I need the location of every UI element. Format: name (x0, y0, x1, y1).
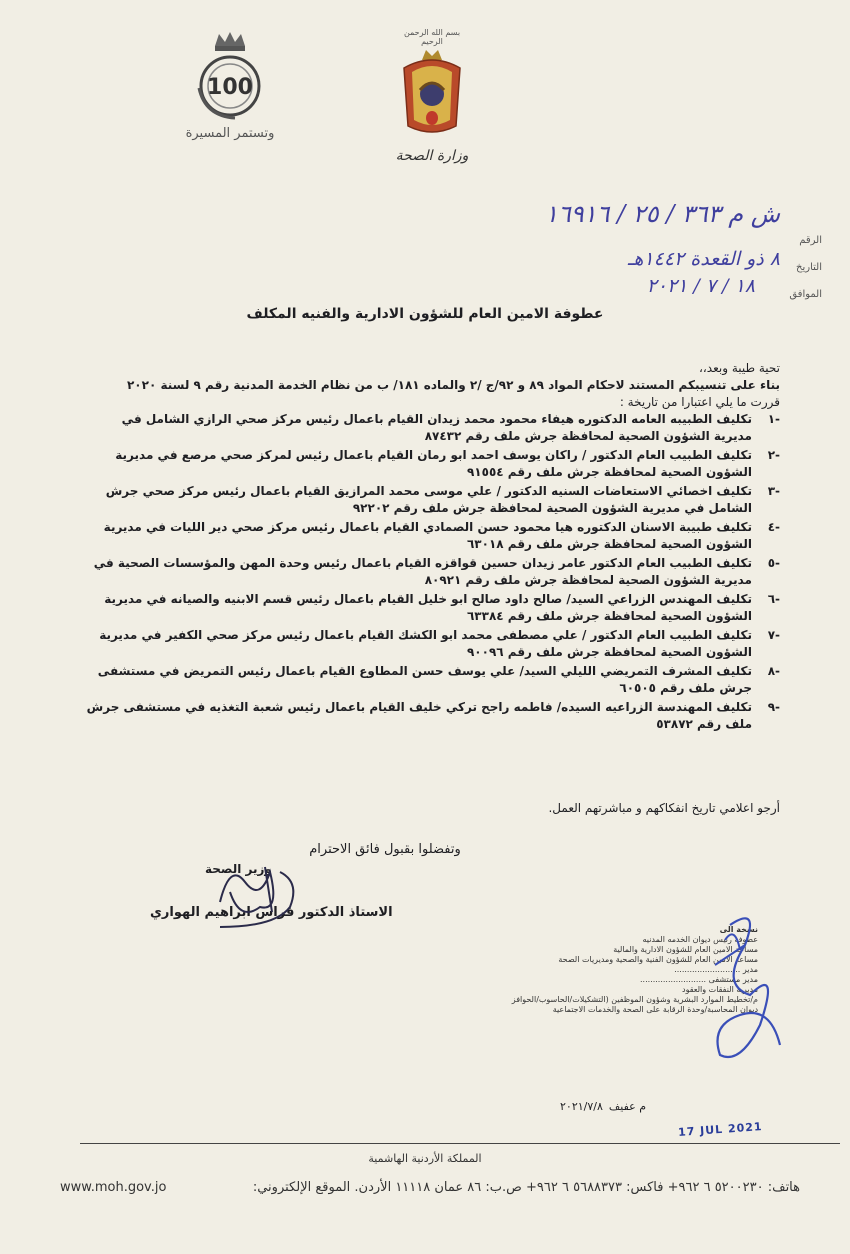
decision-intro: قررت ما يلي اعتبارا من تاريخة : (619, 395, 780, 409)
list-item: -٥ تكليف الطبيب العام الدكتور عامر زيدان حسين قواقزه القيام باعمال رئيس وحدة المهن والمؤسسات الصحية في مديرية الشؤون الصحية لمحافظة جرش ملف رقم ٨٠٩٢١ (93, 556, 780, 587)
centennial-logo (170, 28, 290, 141)
cc-line: مساعد الامين العام للشؤون الفنية والصحية ومديريات الصحة (558, 955, 758, 964)
date-label: التاريخ (796, 262, 822, 273)
equivalent-date-label: الموافق (789, 289, 822, 300)
gregorian-date: ١٨ / ٧ / ٢٠٢١ (646, 275, 755, 297)
list-item: -٦ تكليف المهندس الزراعي السيد/ صالح داود صالح ابو خليل القيام باعمال رئيس قسم الابنيه والصيانه في مديرية الشؤون الصحية لمحافظة جرش ملف رقم ٦٣٣٨٤ (104, 592, 780, 623)
ministry-emblem (392, 28, 472, 164)
footer-contact-row (60, 1180, 800, 1195)
list-item: -٣ تكليف اخصائي الاستعاضات السنيه الدكتور / علي موسى محمد المرازيق القيام باعمال رئيس مركز صحي جرش الشامل في مديرية الشؤون الصحية لمحافظة جرش ملف رقم ٩٢٢٠٢ (105, 484, 780, 515)
bismillah-text: بسم الله الرحمن الرحيم (403, 28, 461, 46)
list-item: -٩ تكليف المهندسة الزراعيه السيده/ فاطمه راجح تركي خليف القيام باعمال رئيس شعبة التغذيه في مستشفى جرش ملف رقم ٥٣٨٧٢ (86, 700, 780, 731)
hijri-date: ٨ ذو القعدة ١٤٤٢هـ (627, 248, 780, 270)
handwritten-initials-icon (700, 905, 790, 1075)
svg-text:100: 100 (207, 75, 253, 100)
request-line: أرجو اعلامي تاريخ انفكاكهم و مباشرتهم العمل. (548, 801, 780, 815)
list-item: -٨ تكليف المشرف التمريضي الليلي السيد/ علي يوسف حسن المطاوع القيام باعمال رئيس التمريض في مستشفى جرش ملف رقم ٦٠٥٠٥ (97, 664, 780, 695)
signatory-title: وزير الصحة (205, 862, 272, 876)
assignment-list (80, 411, 780, 733)
reference-label: الرقم (799, 235, 822, 246)
reference-number: ش م ٣٦٣ / ٢٥ / ١٦٩١٦ (544, 200, 780, 228)
list-item: -٧ تكليف الطبيب العام الدكتور / علي مصطفى محمد ابو الكشك القيام باعمال رئيس مركز صحي الكفير في مديرية الشؤون الصحية لمحافظة جرش ملف رقم ٩٠٠٩٦ (99, 628, 780, 659)
letter-body (80, 360, 780, 735)
cc-line: عطوفة رئيس ديوان الخدمه المدنيه (642, 935, 758, 944)
crown-100-icon (185, 28, 275, 120)
legal-basis: بناء على تنسيبكم المستند لاحكام المواد ٨٩ و ٩٢/ج /٢ والماده ١٨١/ ب من نظام الخدمة المدنية رقم ٩ لسنة ٢٠٢٠ (126, 378, 780, 392)
footer-divider (80, 1143, 840, 1144)
cc-line: مدير مستشفى .......................... (639, 975, 758, 984)
cc-heading: نسخة الى (719, 925, 758, 934)
minister-signature-icon (200, 852, 320, 932)
centennial-tagline: وتستمر المسيرة (185, 126, 275, 141)
cc-line: ديوان المحاسبة/وحدة الرقابة على الصحة والخدمات الاجتماعية (552, 1005, 758, 1014)
footer-website-link[interactable]: www.moh.gov.jo (60, 1180, 167, 1195)
list-item: -٢ تكليف الطبيب العام الدكتور / راكان يوسف احمد ابو رمان القيام باعمال رئيس لمركز صحي مرصع في مديرية الشؤون الصحية لمحافظة جرش ملف رقم ٩١٥٥٤ (115, 448, 780, 479)
cc-line: مساعد الامين العام للشؤون الادارية والمالية (613, 945, 758, 954)
greeting: تحية طيبة وبعد،، (699, 361, 780, 375)
cc-line: مدير .......................... (674, 965, 758, 974)
cc-line: مديرية النفقات والعقود (682, 985, 758, 994)
ministry-name: وزارة الصحة (395, 148, 469, 164)
closing-line: وتفضلوا بقبول فائق الاحترام (309, 842, 461, 857)
list-item: -١ تكليف الطبيبه العامه الدكتوره هيفاء محمود محمد زيدان القيام باعمال رئيس مركز صحي الرازي الشامل في مديرية الشؤون الصحية لمحافظة جرش ملف رقم ٨٧٤٣٢ (121, 412, 780, 443)
signatory-name: الاستاذ الدكتور فراس ابراهيم الهواري (150, 905, 393, 920)
cc-line: م/تخطيط الموارد البشرية وشؤون الموظفين (التشكيلات/الحاسوب/الحوافز (511, 995, 758, 1004)
typist-label: م عفيف (608, 1100, 647, 1113)
addressee: عطوفة الامين العام للشؤون الادارية والفنيه المكلف (246, 306, 604, 322)
list-item: -٤ تكليف طبيبة الاسنان الدكتوره هيا محمود حسن الصمادي القيام باعمال رئيس مركز صحي دير الليات في مديرية الشؤون الصحية لمحافظة جرش ملف رقم ٦٣٠١٨ (103, 520, 780, 551)
typist-line (560, 1100, 646, 1113)
footer-country: المملكة الأردنية الهاشمية (368, 1152, 482, 1165)
received-date-stamp: 17 JUL 2021 (677, 1120, 763, 1139)
jordan-coat-of-arms-icon (396, 46, 468, 138)
footer-contact: هاتف: ٥٢٠٠٢٣٠ ٦ ٩٦٢+ فاكس: ٥٦٨٨٣٧٣ ٦ ٩٦٢+ ص.ب: ٨٦ عمان ١١١١٨ الأردن. الموقع الإلكتروني: (252, 1180, 800, 1195)
typist-date: ٢٠٢١/٧/٨ (560, 1100, 603, 1113)
